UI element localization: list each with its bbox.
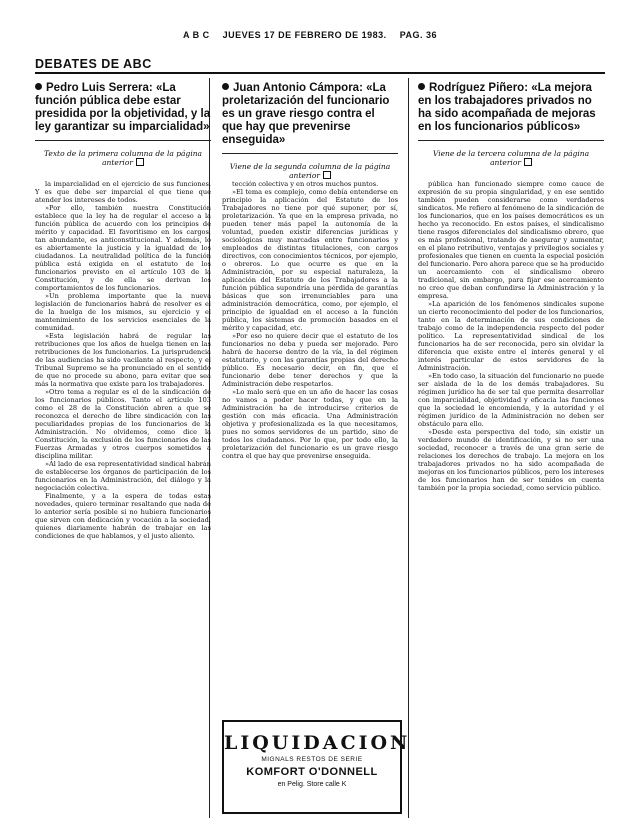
header-date: JUEVES 17 DE FEBRERO DE 1983. <box>222 30 387 40</box>
column-3-body <box>418 180 604 820</box>
paragraph: tección colectiva y en otros muchos puntos. <box>232 180 379 188</box>
paragraph: »La aparición de los fenómenos sindicales supone un cierto reconocimiento del poder de los funcionarios, tanto en la determinación de sus condiciones de trabajo como de la independencia respecto del poder político. La representatividad sindical de los funcionarios ha de ser reconocida, pero sin olvidar la diferencia que existe entre el interés general y el interés particular de estos servidores de la Administración. <box>418 300 604 372</box>
header-paper: A B C <box>182 30 210 40</box>
paragraph: »Esta legislación habrá de regular las retribuciones que los años de huelga tienen en las retribuciones de los funcionarios. La jurisprudencia de las audiencias ha sido vacilante al respecto, y el Tribunal Supremo se ha pronunciado en el sentido de que no procede su abono, para evitar que sea más la normativa que existe para los trabajadores. <box>35 332 211 388</box>
bullet-icon <box>418 83 425 90</box>
column-1-body <box>35 180 211 820</box>
caption-rule <box>35 140 211 141</box>
column-divider <box>408 78 409 818</box>
column-3-headline-block <box>418 82 604 134</box>
paragraph: »El tema es complejo, como debía entenderse en principio la aplicación del Estatuto de los Trabajadores no tiene por qué suponer, por sí, proletarización. Ya que en la empresa privada, no pueden tener más papel la autonomía de la voluntad, pueden existir diferencias jurídicas y sociológicas muy marcadas entre funcionarios y empleados de distintas titulaciones, con cargos directivos, con conocimientos técnicos, por ejemplo, o obreros. Lo que ocurre es que en la Administración, por su especial naturaleza, la aplicación del Estatuto de los Trabajadores a la función pública supondría una pérdida de garantías básicas que son irrenunciables para una administración democrática, como, por ejemplo, el principio de igualdad en el acceso a la función pública, los sistemas de promoción basados en el mérito y capacidad, etc. <box>222 188 398 332</box>
column-1-headline: «La función pública debe estar presidida por la objetividad, y la ley garantizar su imparcialidad» <box>35 82 211 133</box>
page-header <box>0 30 620 40</box>
paragraph: »En todo caso, la situación del funcionario no puede ser aislada de la de los demás trabajadores. Su régimen jurídico ha de ser tal que permita desarrollar con imparcialidad, objetividad y eficacia las funciones que la sociedad le encomienda, y la autoridad y el régimen jurídico de la Administración no deben ser obstáculo para ello. <box>418 372 604 428</box>
column-2-author: Juan Antonio Cámpora: <box>233 82 363 94</box>
caption-rule <box>222 153 398 154</box>
liquidation-advertisement <box>222 720 411 814</box>
column-3-headline: «La mejora en los trabajadores privados no ha sido acompañada de mejoras en los funcionarios públicos» <box>418 82 596 133</box>
paragraph: pública han funcionado siempre como cauce de expresión de su propia singularidad, y en ese sentido también pueden considerarse como verdaderos sindicatos. Me refiero al fenómeno de la sindicación de los funcionarios, que en los países democráticos es un hecho ya reconocido. En estos países, el sindicalismo tiene rasgos diferenciales del sindicalismo obrero, que es más profesional, tratando de asegurar y aumentar, en el plano retributivo, ventajas y privilegios sociales y profesionales que tienen en cuenta la especial posición del funcionario. Pero ahora parece que se ha producido un acercamiento con el sindicalismo obrero tradicional, sin embargo, para fijar ese acercamiento no creo que deban confundirse la Administración y la empresa. <box>418 180 604 300</box>
paragraph: »Por eso no quiere decir que el estatuto de los funcionarios no deba y pueda ser mejorado. Pero habrá de hacerse dentro de la vía, la del régimen estatutario, y con las garantías propias del derecho público. Es necesario decir, en fin, que el funcionario debe tener derechos y que la Administración debe respetarlos. <box>222 332 398 388</box>
bullet-icon <box>222 83 229 90</box>
column-2-body <box>222 180 398 710</box>
header-page-number: PAG. 36 <box>399 30 438 40</box>
column-2-headline: «La proletarización del funcionario es un grave riesgo contra el que hay que prevenirse enseguida» <box>222 82 390 146</box>
ad-address: en Pelig. Store calle K <box>277 781 347 788</box>
paragraph: Finalmente, y a la espera de todas estas novedades, quiero terminar resaltando que nada de lo anterior sería posible si no hubiera funcionarios que sirven con dedicación y vocación a la sociedad, quienes diariamente habrán de trabajar en las condiciones de que hablamos, y el justo aliento. <box>35 492 211 540</box>
column-1-caption-text: Texto de la primera columna de la página anterior <box>43 149 203 167</box>
end-square-icon <box>323 171 331 179</box>
paragraph: la imparcialidad en el ejercicio de sus funciones. Y es que debe ser imparcial el que tiene que atender los intereses de todos. <box>35 180 211 204</box>
ad-title: LIQUIDACION <box>224 732 411 754</box>
ad-subtitle: MIGNALS RESTOS DE SERIE <box>261 756 363 763</box>
column-1-caption <box>35 149 211 167</box>
column-2-headline-block <box>222 82 398 147</box>
column-1-headline-block <box>35 82 211 134</box>
paragraph: »Otro tema a regular es el de la sindicación de los funcionarios públicos. Tanto el artículo 103 como el 28 de la Constitución abren a que se reconozca el derecho de libre sindicación con las peculiaridades propias de los funcionarios de la Administración. No olvidemos, como dice la Constitución, la exclusión de los funcionarios de las Fuerzas Armadas y otros cuerpos sometidos a disciplina militar. <box>35 388 211 460</box>
column-2-caption <box>222 162 398 180</box>
column-2-caption-text: Viene de la segunda columna de la página anterior <box>229 162 391 180</box>
end-square-icon <box>524 158 532 166</box>
column-3-caption <box>418 149 604 167</box>
ad-store-name: KOMFORT O'DONNELL <box>246 766 378 778</box>
section-title: DEBATES DE ABC <box>35 57 152 71</box>
paragraph: »Al lado de esa representatividad sindical habrán de establecerse los órganos de participación de los funcionarios en la Administración, del diálogo y la negociación colectiva. <box>35 460 211 492</box>
paragraph: »Un problema importante que la nueva legislación de funcionarios habrá de resolver es el de la huelga de los mismos, su ejercicio y el mantenimiento de los servicios esenciales de la comunidad. <box>35 292 211 332</box>
debate-column-1 <box>35 82 211 167</box>
column-1-author: Pedro Luis Serrera: <box>46 82 153 94</box>
debate-column-2 <box>222 82 398 180</box>
paragraph: »Lo malo será que en un año de hacer las cosas no vamos a poder hacer todas, y que en la Administración ha de introducirse criterios de gestión con más eficacia. Una Administración objetiva y profesionalizada es la que necesitamos, pues no somos servidores de un partido, sino de todos los ciudadanos. Por lo que, por todo ello, la proletarización del funcionario es un grave riesgo contra el que hay que prevenirse enseguida. <box>222 388 398 460</box>
paragraph: »Por ello, también nuestra Constitución establece que la ley ha de regular el acceso a la función pública de acuerdo con los principios de mérito y capacidad. El favoritismo en los cargos, tan abundante, es anticonstitucional. Y además, lo es abiertamente la justicia y la igualdad de los ciudadanos. La neutralidad política de la función pública está exigida en el estatuto de los funcionarios previsto en el artículo 103 de la Constitución, y de ella se derivan los comportamientos de los funcionarios. <box>35 204 211 292</box>
end-square-icon <box>136 158 144 166</box>
caption-rule <box>418 140 604 141</box>
paragraph: »Desde esta perspectiva del todo, sin existir un verdadero mundo de identificación, y si no ser una sociedad, reconocer a través de una gran serie de relaciones los derechos de trabajo. La mejora en los trabajadores privados no ha sido acompañada de mejoras en los funcionarios públicos, pero los intereses de los funcionarios han de ser tenidos en cuenta también por la propia sociedad, como servicio público. <box>418 428 604 492</box>
section-rule <box>35 72 605 74</box>
bullet-icon <box>35 83 42 90</box>
debate-column-3 <box>418 82 604 167</box>
column-3-author: Rodríguez Piñero: <box>429 82 529 94</box>
column-3-caption-text: Viene de la tercera columna de la página anterior <box>432 149 590 167</box>
